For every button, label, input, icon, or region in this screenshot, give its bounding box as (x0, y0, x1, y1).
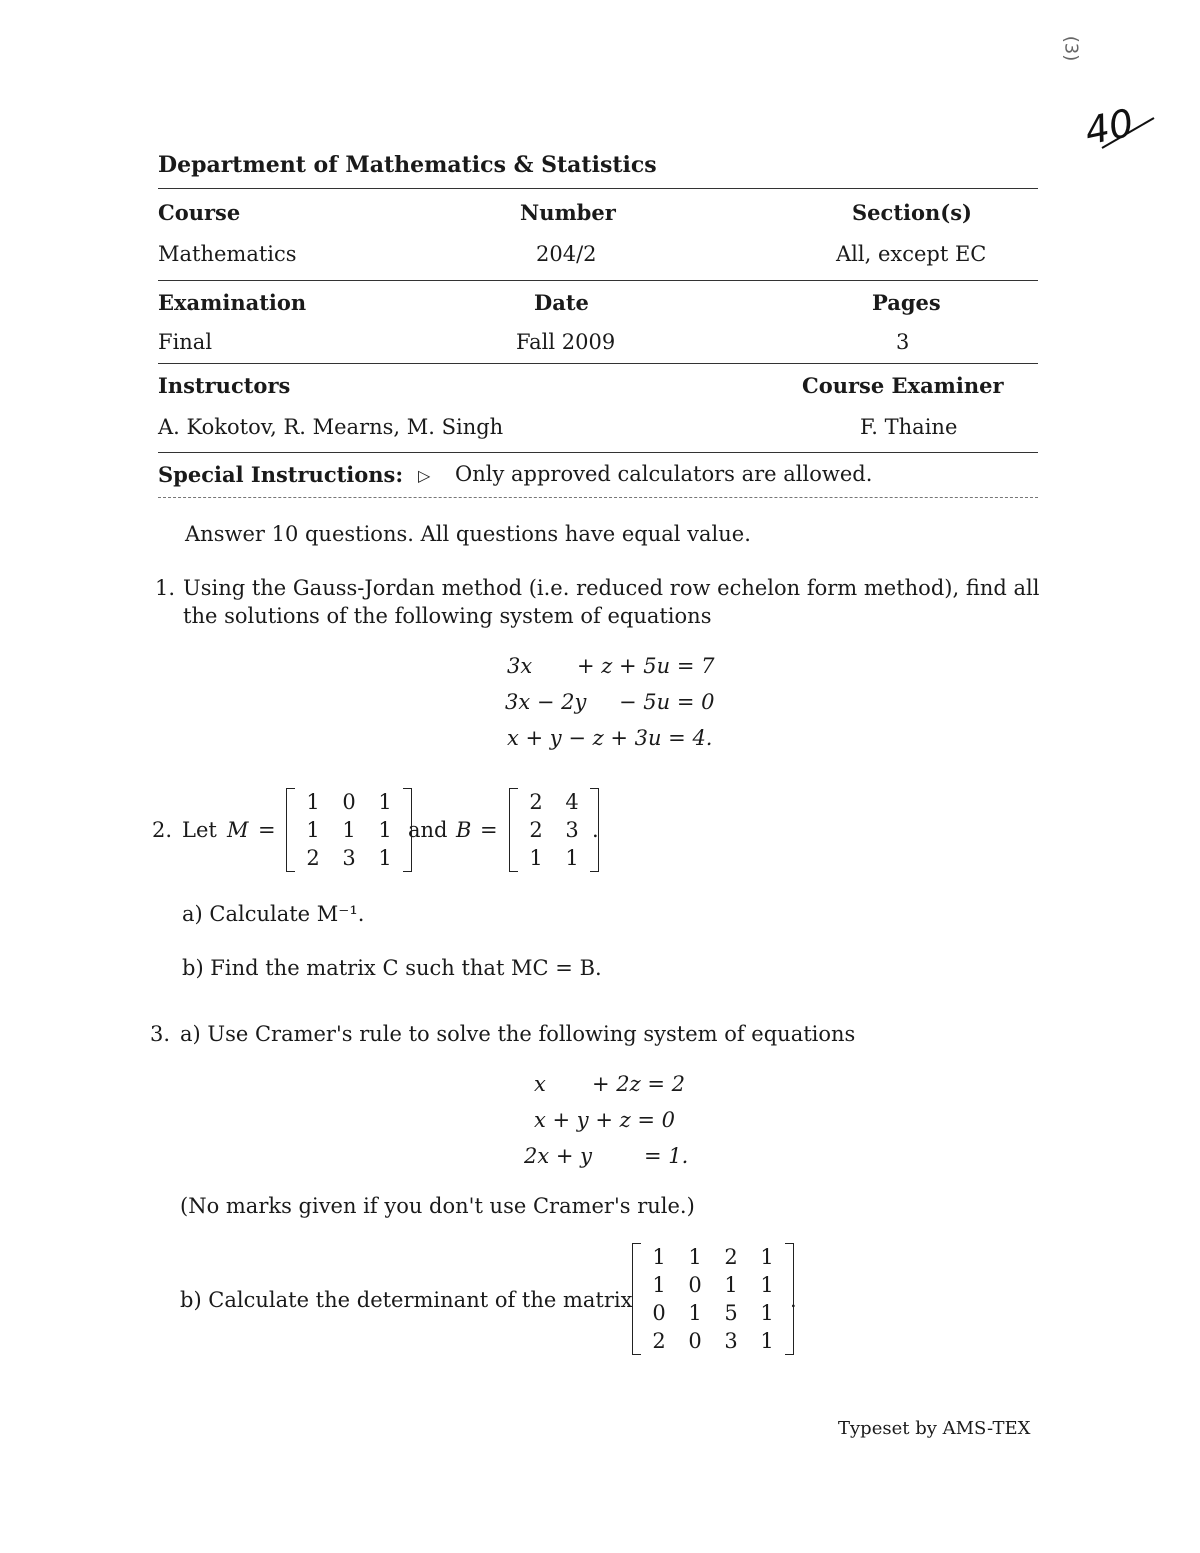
value-date: Fall 2009 (516, 330, 616, 354)
matrix-cell: 2 (529, 818, 543, 842)
q3-note: (No marks given if you don't use Cramer's rule.) (180, 1194, 695, 1218)
label-instructors: Instructors (158, 373, 291, 398)
q2-and: and (408, 818, 448, 842)
department-title: Department of Mathematics & Statistics (158, 152, 657, 178)
q1-number: 1. (155, 576, 176, 600)
matrix-cell: 5 (724, 1301, 738, 1325)
q2-period: . (592, 818, 599, 842)
label-examination: Examination (158, 290, 307, 315)
handwritten-score: 40 (1080, 100, 1138, 154)
q2-let: Let (182, 818, 217, 842)
divider (158, 363, 1038, 364)
divider (158, 188, 1038, 189)
q2-symbol-b: B (456, 818, 472, 842)
matrix-cell: 1 (760, 1273, 774, 1297)
q3-eq1-right: + 2z = 2 (592, 1072, 686, 1096)
q2-equals-1: = (258, 818, 276, 842)
matrix-cell: 1 (688, 1245, 702, 1269)
q1-equation-system (505, 648, 745, 756)
q3-number: 3. (150, 1022, 171, 1046)
q3-eq1-left: x (534, 1072, 546, 1096)
q2-number: 2. (152, 818, 173, 842)
matrix-cell: 1 (378, 790, 392, 814)
triangle-bullet-icon: ▷ (418, 466, 431, 485)
matrix-cell: 0 (342, 790, 356, 814)
label-pages: Pages (872, 290, 941, 315)
typeset-footer: Typeset by AMS-TEX (838, 1418, 1031, 1439)
q1-eq1-right: + z + 5u = 7 (577, 654, 715, 678)
matrix-cell: 1 (724, 1273, 738, 1297)
matrix-cell: 3 (724, 1329, 738, 1353)
q1-eq1-left: 3x (507, 654, 533, 678)
handwritten-corner: (3) (1060, 35, 1082, 62)
value-instructors: A. Kokotov, R. Mearns, M. Singh (158, 415, 504, 439)
label-course-examiner: Course Examiner (802, 373, 1004, 398)
q2-equals-2: = (480, 818, 498, 842)
matrix-cell: 3 (342, 846, 356, 870)
q1-eq2-right: − 5u = 0 (619, 690, 715, 714)
label-course: Course (158, 200, 241, 225)
matrix-cell: 1 (306, 818, 320, 842)
q3-part-b: b) Calculate the determinant of the matrix (180, 1288, 633, 1312)
matrix-cell: 1 (565, 846, 579, 870)
value-sections: All, except EC (836, 242, 987, 266)
q3-equation-system (522, 1066, 722, 1174)
value-course: Mathematics (158, 242, 297, 266)
q2-part-b: b) Find the matrix C such that MC = B. (182, 956, 602, 980)
matrix-cell: 1 (760, 1329, 774, 1353)
matrix-cell: 3 (565, 818, 579, 842)
intro-text: Answer 10 questions. All questions have equal value. (185, 522, 751, 546)
q3-eq3-left: 2x + y (524, 1144, 593, 1168)
q1-text-line2: the solutions of the following system of equations (183, 604, 712, 628)
q2-part-a: a) Calculate M⁻¹. (182, 902, 365, 926)
matrix-cell: 2 (724, 1245, 738, 1269)
matrix-cell: 0 (688, 1329, 702, 1353)
special-instructions-label: Special Instructions: (158, 462, 404, 487)
matrix-b (509, 788, 599, 872)
q2-symbol-m: M (227, 818, 249, 842)
matrix-cell: 2 (529, 790, 543, 814)
matrix-determinant (632, 1243, 794, 1355)
matrix-cell: 1 (652, 1273, 666, 1297)
label-date: Date (534, 290, 589, 315)
matrix-cell: 1 (342, 818, 356, 842)
matrix-cell: 1 (652, 1245, 666, 1269)
value-course-examiner: F. Thaine (860, 415, 958, 439)
matrix-cell: 1 (760, 1301, 774, 1325)
q3-period: . (790, 1288, 797, 1312)
matrix-cell: 1 (378, 846, 392, 870)
q1-eq2-left: 3x − 2y (505, 690, 587, 714)
q3-eq3-right: = 1. (644, 1144, 689, 1168)
label-number: Number (520, 200, 616, 225)
q1-eq3: x + y − z + 3u = 4. (507, 726, 713, 750)
special-instructions-text: Only approved calculators are allowed. (455, 462, 873, 486)
q1-text-line1: Using the Gauss-Jordan method (i.e. reduced row echelon form method), find all (183, 576, 1040, 600)
q3-part-a: a) Use Cramer's rule to solve the following system of equations (180, 1022, 856, 1046)
matrix-cell: 1 (688, 1301, 702, 1325)
matrix-cell: 0 (652, 1301, 666, 1325)
matrix-cell: 1 (306, 790, 320, 814)
value-pages: 3 (896, 330, 910, 354)
value-number: 204/2 (536, 242, 597, 266)
matrix-cell: 2 (306, 846, 320, 870)
matrix-m (286, 788, 412, 872)
matrix-cell: 1 (529, 846, 543, 870)
matrix-cell: 1 (378, 818, 392, 842)
label-sections: Section(s) (852, 200, 972, 225)
divider (158, 497, 1038, 498)
matrix-cell: 2 (652, 1329, 666, 1353)
matrix-cell: 0 (688, 1273, 702, 1297)
value-examination: Final (158, 330, 213, 354)
q3-eq2: x + y + z = 0 (534, 1108, 675, 1132)
divider (158, 452, 1038, 453)
matrix-cell: 1 (760, 1245, 774, 1269)
divider (158, 280, 1038, 281)
matrix-cell: 4 (565, 790, 579, 814)
